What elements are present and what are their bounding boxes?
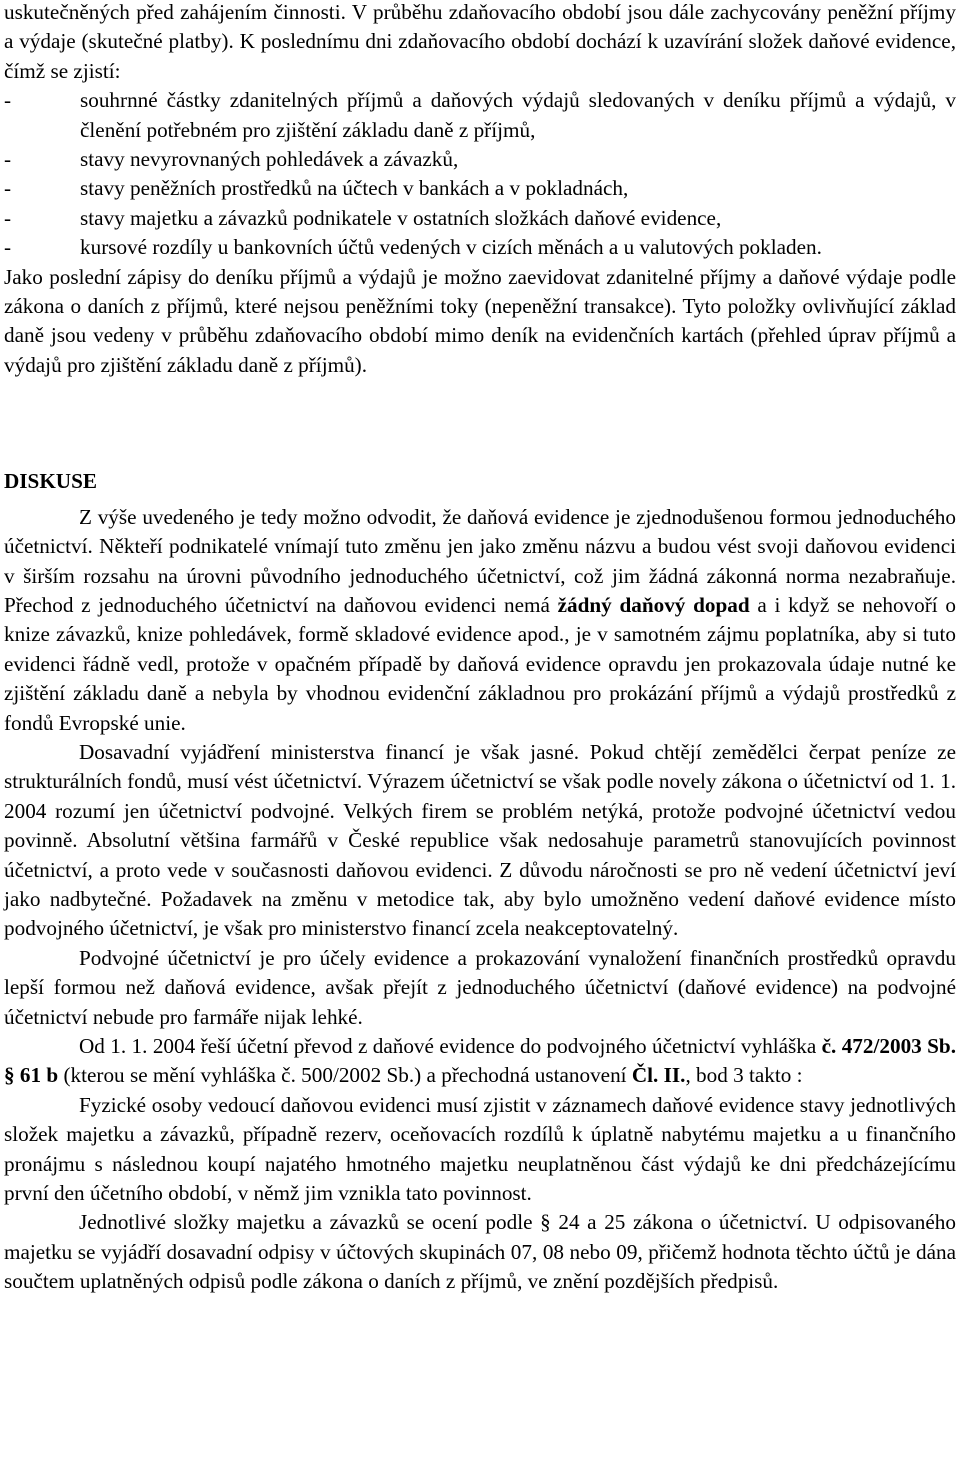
- article-reference: Čl. II.: [631, 1063, 686, 1088]
- discussion-paragraph-5: Fyzické osoby vedoucí daňovou evidenci musí zjistit v záznamech daňové evidence stavy jednotlivých složek majetku a závazků, případně rezerv, oceňovacích rozdílů k úplatně nabytému majetku a u finančního pronájmu s následnou koupí najatého hmotného majetku neuplatněnou část výdajů ke dni předcházejícímu první den účetního období, v němž jim vznikla tato povinnost.: [4, 1092, 956, 1206]
- discussion-paragraph-6: Jednotlivé složky majetku a závazků se ocení podle § 24 a 25 zákona o účetnictví. U odpisovaného majetku se vyjádří dosavadní odpisy v účtových skupinách 07, 08 nebo 09, přičemž hodnota těchto účtů je dána součtem uplatněných odpisů podle zákona o daních z příjmů, ve znění pozdějších předpisů.: [4, 1210, 956, 1294]
- decree-reference: č. 472/2003 Sb. § 61 b: [4, 1034, 957, 1088]
- list-dash: -: [4, 88, 12, 113]
- list-item: - stavy peněžních prostředků na účtech v bankách a v pokladnách,: [4, 174, 956, 203]
- intro-paragraph: uskutečněných před zahájením činnosti. V průběhu zdaňovacího období jsou dále zachycovány peněžní příjmy a výdaje (skutečné platby). K poslednímu dni zdaňovacího období dochází k uzavírání složek daňové evidence, čímž se zjistí:: [4, 0, 956, 83]
- discussion-paragraph-3: Podvojné účetnictví je pro účely evidence a prokazování vynaložení finančních prostředků opravdu lepší formou než daňová evidence, avšak přejít z jednoduchého účetnictví (daňové evidence) na podvojné účetnictví nebude pro farmáře nijak lehké.: [4, 945, 956, 1029]
- closing-items-list: [4, 86, 956, 262]
- list-dash: -: [4, 147, 12, 172]
- list-item: - stavy nevyrovnaných pohledávek a závazků,: [4, 145, 956, 174]
- list-item: - kursové rozdíly u bankovních účtů vedených v cizích měnách a u valutových pokladen.: [4, 233, 956, 262]
- list-dash: -: [4, 176, 12, 201]
- list-item: - souhrnné částky zdanitelných příjmů a daňových výdajů sledovaných v deníku příjmů a výdajů, v členění potřebném pro zjištění základu daně z příjmů,: [4, 88, 956, 142]
- emphasis-no-tax-impact: žádný daňový dopad: [557, 592, 750, 617]
- section-gap: [4, 380, 956, 467]
- list-dash: -: [4, 235, 12, 260]
- list-dash: -: [4, 205, 12, 230]
- discussion-paragraph-1: Z výše uvedeného je tedy možno odvodit, že daňová evidence je zjednodušenou formou jednoduchého účetnictví. Někteří podnikatelé vnímají tuto změnu jen jako změnu názvu a budou vést svoji daňovou evidenci v širším rozsahu na úrovni původního jednoduchého účetnictví, což jim žádná zákonná norma nezabraňuje. Přechod z jednoduchého účetnictví na daňovou evidenci nemá žádný daňový dopad a i když se nehovoří o knize závazků, knize pohledávek, formě skladové evidence apod., je v samotném zájmu poplatníka, aby si tuto evidenci řádně vedl, protože v opačném případě by daňová evidence opravdu jen prokazovala údaje nutné ke zjištění základu daně a nebyla by vhodnou evidenční základnou pro prokázání příjmů a výdajů prostředků z fondů Evropské unie.: [4, 504, 956, 735]
- section-heading: DISKUSE: [4, 469, 98, 494]
- discussion-paragraph-2: Dosavadní vyjádření ministerstva financí je však jasné. Pokud chtějí zemědělci čerpat peníze ze strukturálních fondů, musí vést účetnictví. Výrazem účetnictví se však podle novely zákona o účetnictví od 1. 1. 2004 rozumí jen účetnictví podvojné. Velkých firem se problém netýká, protože podvojné účetnictví vedou povinně. Absolutní většina farmářů v České republice však nedosahuje parametrů stanovujících povinnost účetnictví, a proto vede v současnosti daňovou evidenci. Z důvodu náročnosti se pro ně vedení účetnictví jeví jako nadbytečné. Požadavek na změnu v metodice tak, aby bylo umožněno vedení daňové evidence místo podvojného účetnictví, je však pro ministerstvo financí zcela neakceptovatelný.: [4, 739, 956, 941]
- discussion-paragraph-4: Od 1. 1. 2004 řeší účetní převod z daňové evidence do podvojného účetnictví vyhláška č. 472/2003 Sb. § 61 b (kterou se mění vyhláška č. 500/2002 Sb.) a přechodná ustanovení Čl. II., bod 3 takto :: [4, 1034, 957, 1088]
- closing-entries-paragraph: Jako poslední zápisy do deníku příjmů a výdajů je možno zaevidovat zdanitelné příjmy a daňové výdaje podle zákona o daních z příjmů, které nejsou peněžními toky (nepeněžní transakce). Tyto položky ovlivňující základ daně jsou vedeny v průběhu zdaňovacího období mimo deník na evidenčních kartách (přehled úprav příjmů a výdajů pro zjištění základu daně z příjmů).: [4, 264, 956, 377]
- list-item: - stavy majetku a závazků podnikatele v ostatních složkách daňové evidence,: [4, 204, 956, 233]
